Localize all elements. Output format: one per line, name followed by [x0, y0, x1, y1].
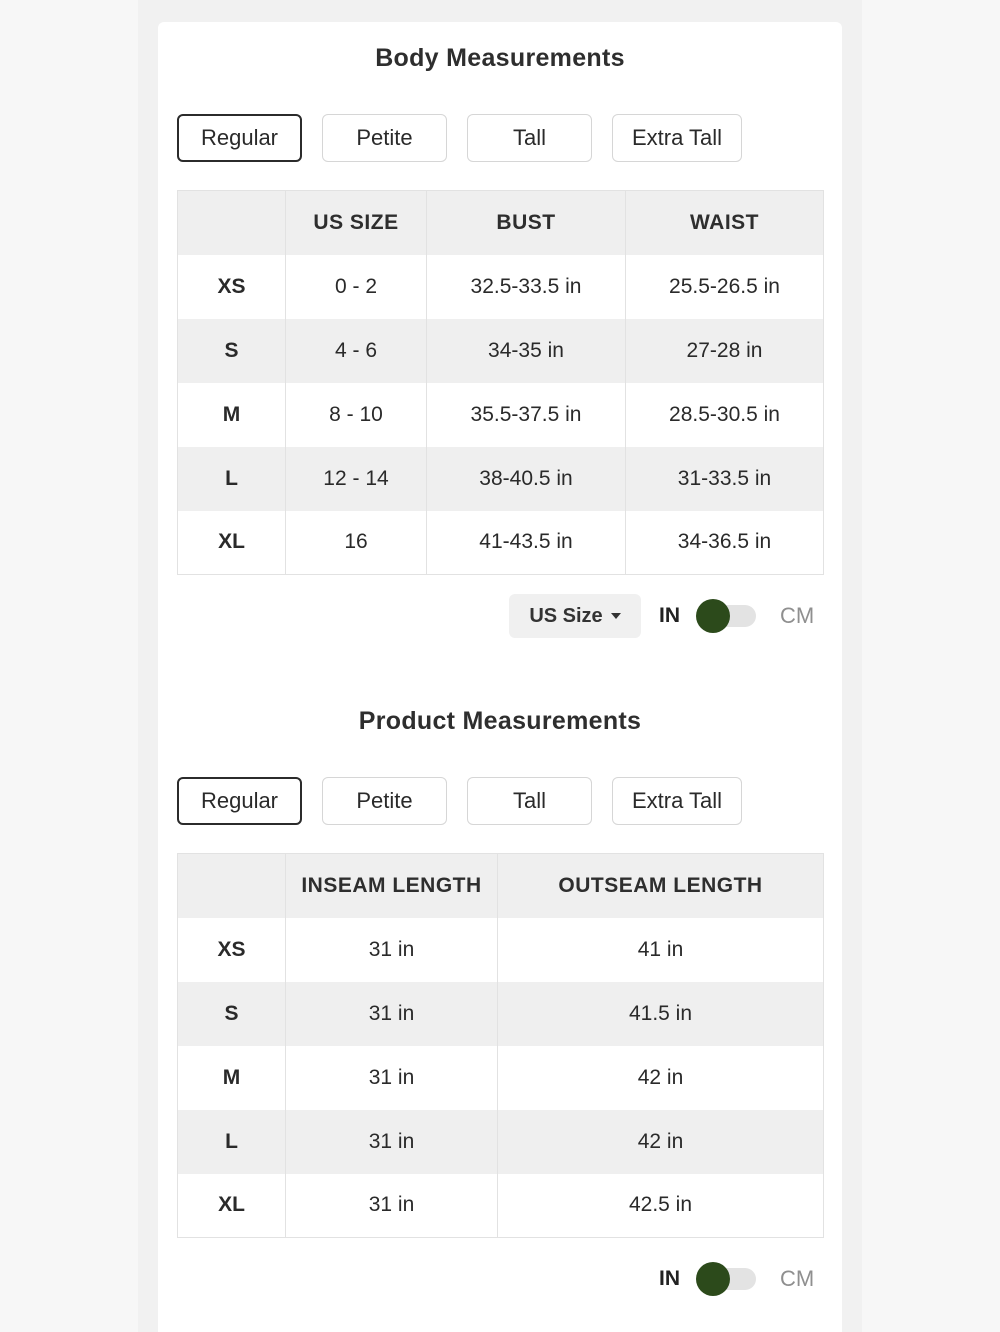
table-header-row — [178, 191, 824, 255]
toggle-knob — [696, 1262, 730, 1296]
toggle-knob — [696, 599, 730, 633]
table-row — [178, 1174, 824, 1238]
us-size-cell: 12 - 14 — [286, 447, 427, 511]
unit-label-cm: CM — [780, 603, 815, 628]
us-size-cell: 4 - 6 — [286, 319, 427, 383]
table-row — [178, 1046, 824, 1110]
us-size-cell: 8 - 10 — [286, 383, 427, 447]
inseam-cell: 31 in — [286, 1110, 498, 1174]
size-system-select[interactable] — [509, 594, 641, 638]
bust-cell: 38-40.5 in — [427, 447, 626, 511]
product-tab-tall[interactable]: Tall — [467, 777, 592, 825]
outseam-cell: 42 in — [498, 1046, 824, 1110]
table-row — [178, 982, 824, 1046]
table-row — [178, 447, 824, 511]
body-tab-petite[interactable]: Petite — [322, 114, 447, 162]
body-unit-controls — [509, 594, 814, 638]
size-label: S — [178, 319, 286, 383]
inseam-cell: 31 in — [286, 1046, 498, 1110]
size-label: M — [222, 1065, 241, 1089]
product-unit-controls — [659, 1257, 814, 1301]
body-tab-tall[interactable]: Tall — [467, 114, 592, 162]
inseam-cell: 31 in — [286, 918, 498, 982]
table-row — [178, 511, 824, 575]
product-measurements-title: Product Measurements — [358, 707, 642, 735]
unit-toggle[interactable] — [696, 599, 758, 633]
size-label: XL — [218, 1193, 245, 1217]
size-label: XS — [217, 937, 246, 961]
unit-toggle[interactable] — [696, 1262, 758, 1296]
outseam-cell: 42.5 in — [498, 1174, 824, 1238]
table-row — [178, 255, 824, 319]
size-system-value: US Size — [529, 604, 603, 627]
body-measurements-table — [177, 190, 824, 575]
waist-cell: 28.5-30.5 in — [626, 383, 824, 447]
body-measurements-title: Body Measurements — [375, 44, 625, 72]
outseam-cell: 41 in — [498, 918, 824, 982]
body-tab-extra-tall[interactable]: Extra Tall — [612, 114, 742, 162]
size-label: XS — [217, 274, 246, 298]
bust-cell: 41-43.5 in — [427, 511, 626, 575]
outseam-cell: 41.5 in — [498, 982, 824, 1046]
body-tab-regular[interactable]: Regular — [177, 114, 302, 162]
table-header-row — [178, 854, 824, 918]
size-guide-card — [158, 22, 842, 1332]
body-fit-tabs — [177, 114, 742, 162]
product-tab-regular[interactable]: Regular — [177, 777, 302, 825]
waist-cell: 27-28 in — [626, 319, 824, 383]
product-tab-extra-tall[interactable]: Extra Tall — [612, 777, 742, 825]
us-size-cell: 16 — [286, 511, 427, 575]
bust-cell: 32.5-33.5 in — [427, 255, 626, 319]
column-header-outseam: OUTSEAM LENGTH — [498, 854, 824, 918]
column-header — [178, 854, 286, 918]
size-label: XL — [218, 530, 245, 554]
column-header-inseam: INSEAM LENGTH — [286, 854, 498, 918]
waist-cell: 25.5-26.5 in — [626, 255, 824, 319]
product-tab-petite[interactable]: Petite — [322, 777, 447, 825]
size-label: M — [222, 402, 241, 426]
column-header-bust: BUST — [427, 191, 626, 255]
unit-label-in: IN — [659, 604, 680, 627]
inseam-cell: 31 in — [286, 1174, 498, 1238]
column-header-waist: WAIST — [626, 191, 824, 255]
product-measurements-table — [177, 853, 824, 1238]
inseam-cell: 31 in — [286, 982, 498, 1046]
size-label: L — [178, 1110, 286, 1174]
us-size-cell: 0 - 2 — [286, 255, 427, 319]
column-header — [178, 191, 286, 255]
waist-cell: 31-33.5 in — [626, 447, 824, 511]
table-row — [178, 383, 824, 447]
table-row — [178, 918, 824, 982]
size-label: L — [178, 447, 286, 511]
caret-down-icon — [611, 613, 621, 619]
unit-label-in: IN — [659, 1267, 680, 1290]
waist-cell: 34-36.5 in — [626, 511, 824, 575]
bust-cell: 35.5-37.5 in — [427, 383, 626, 447]
size-label: S — [178, 982, 286, 1046]
column-header-us-size: US SIZE — [286, 191, 427, 255]
table-row — [178, 319, 824, 383]
bust-cell: 34-35 in — [427, 319, 626, 383]
table-row — [178, 1110, 824, 1174]
product-fit-tabs — [177, 777, 742, 825]
unit-label-cm: CM — [780, 1266, 815, 1291]
outseam-cell: 42 in — [498, 1110, 824, 1174]
